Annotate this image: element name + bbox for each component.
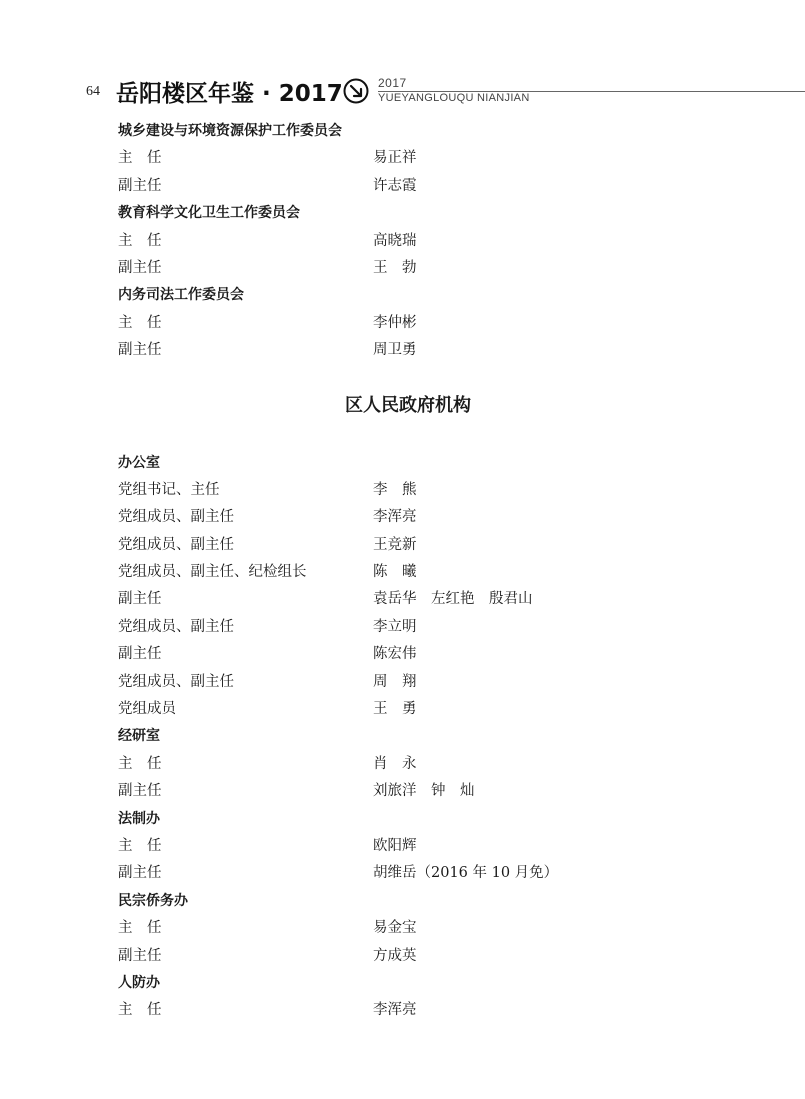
position-title: 副主任 [118, 947, 162, 964]
position-title: 党组成员、副主任 [118, 618, 234, 635]
position-row [118, 614, 758, 641]
person-name: 李浑亮 [373, 1002, 417, 1019]
person-name: 李 熊 [373, 481, 417, 498]
section-heading: 城乡建设与环境资源保护工作委员会 [118, 123, 342, 139]
position-row [118, 751, 758, 778]
person-name: 李立明 [373, 618, 417, 635]
page-number: 64 [86, 84, 100, 99]
position-row [118, 477, 758, 504]
position-title: 主 任 [118, 755, 162, 772]
person-name: 易金宝 [373, 920, 417, 937]
position-row [118, 559, 758, 586]
section-heading: 法制办 [118, 810, 160, 827]
person-name: 王 勇 [373, 701, 417, 718]
position-row [118, 173, 758, 200]
yearbook-title: 岳阳楼区年鉴 · 2017 [116, 81, 343, 107]
position-title: 副主任 [118, 177, 162, 194]
position-row [118, 310, 758, 337]
section-heading: 经研室 [118, 728, 160, 745]
position-title: 副主任 [118, 342, 162, 359]
position-title: 党组成员 [118, 701, 176, 718]
position-row [118, 915, 758, 942]
person-name: 周 翔 [373, 673, 417, 690]
page-content [118, 118, 758, 1025]
position-row [118, 997, 758, 1024]
position-title: 党组成员、副主任 [118, 536, 234, 553]
position-row [118, 337, 758, 364]
position-row [118, 228, 758, 255]
person-name: 李仲彬 [373, 314, 417, 331]
person-name: 刘旅洋 钟 灿 [373, 783, 475, 800]
person-name: 肖 永 [373, 755, 417, 772]
position-row [118, 255, 758, 282]
position-row [118, 669, 758, 696]
person-name: 欧阳辉 [373, 837, 417, 854]
position-title: 主 任 [118, 920, 162, 937]
position-title: 党组成员、副主任 [118, 509, 234, 526]
position-row [118, 833, 758, 860]
position-title: 党组成员、副主任、纪检组长 [118, 564, 307, 581]
person-name: 周卫勇 [373, 342, 417, 359]
person-name: 王 勃 [373, 259, 417, 276]
person-name: 高晓瑞 [373, 232, 417, 249]
person-name: 陈 曦 [373, 564, 417, 581]
header-pinyin: YUEYANGLOUQU NIANJIAN [378, 92, 530, 104]
committee-list [118, 118, 758, 365]
position-title: 党组成员、副主任 [118, 673, 234, 690]
position-title: 副主任 [118, 865, 162, 882]
position-row [118, 641, 758, 668]
position-title: 主 任 [118, 1002, 162, 1019]
position-title: 主 任 [118, 232, 162, 249]
position-row [118, 504, 758, 531]
page-header [0, 0, 805, 110]
position-title: 主 任 [118, 837, 162, 854]
position-title: 副主任 [118, 783, 162, 800]
section-main-title: 区人民政府机构 [345, 394, 471, 416]
section-heading: 内务司法工作委员会 [118, 287, 244, 304]
government-list [118, 450, 758, 1025]
position-row [118, 778, 758, 805]
person-name: 陈宏伟 [373, 646, 417, 663]
position-title: 主 任 [118, 150, 162, 167]
position-row [118, 145, 758, 172]
position-row [118, 860, 758, 887]
person-name: 李浑亮 [373, 509, 417, 526]
section-heading: 教育科学文化卫生工作委员会 [118, 205, 300, 222]
position-row [118, 696, 758, 723]
position-title: 副主任 [118, 646, 162, 663]
position-title: 党组书记、主任 [118, 481, 220, 498]
circle-arrow-icon [343, 78, 369, 104]
position-row [118, 532, 758, 559]
header-year: 2017 [378, 76, 407, 90]
person-name: 王竞新 [373, 536, 417, 553]
person-name: 方成英 [373, 947, 417, 964]
position-title: 主 任 [118, 314, 162, 331]
section-heading: 民宗侨务办 [118, 892, 188, 909]
section-heading: 人防办 [118, 974, 160, 991]
position-row [118, 586, 758, 613]
position-title: 副主任 [118, 591, 162, 608]
position-title: 副主任 [118, 259, 162, 276]
person-name: 许志霞 [373, 177, 417, 194]
section-heading: 办公室 [118, 454, 160, 471]
position-row [118, 943, 758, 970]
person-name: 袁岳华 左红艳 殷君山 [373, 591, 533, 608]
person-name: 易正祥 [373, 150, 417, 167]
person-name: 胡维岳（2016 年 10 月免） [373, 865, 559, 882]
